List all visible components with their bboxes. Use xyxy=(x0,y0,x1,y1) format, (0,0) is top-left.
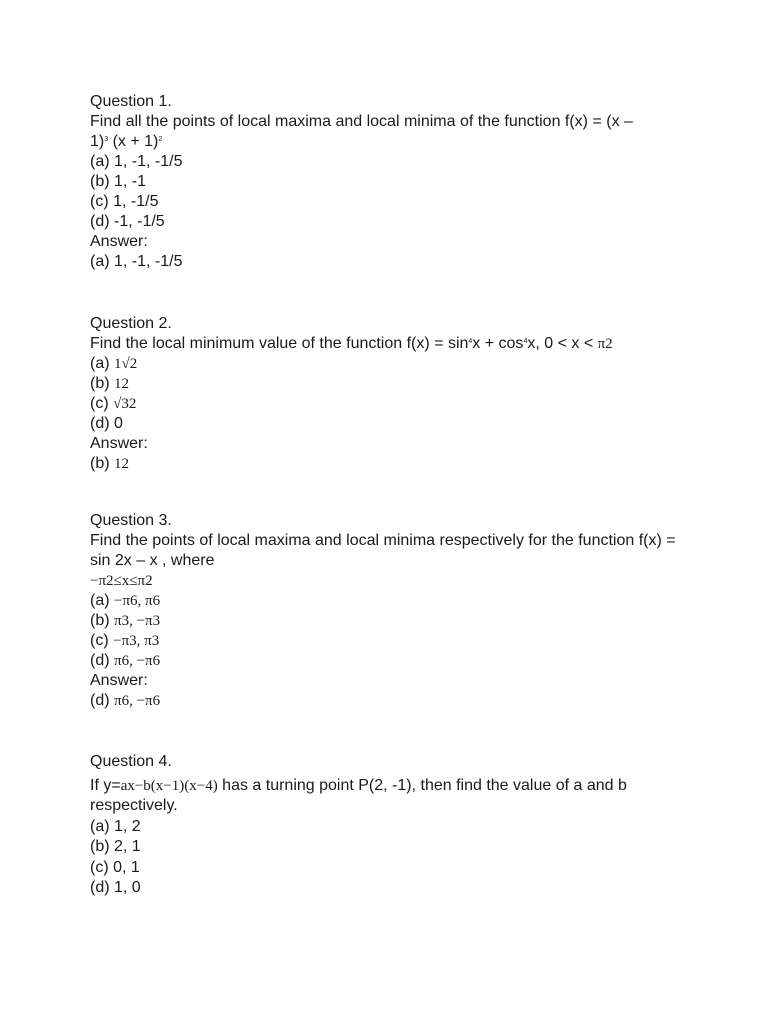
option-a xyxy=(90,354,680,374)
math-expression: 1√2 xyxy=(114,356,138,372)
question-3 xyxy=(90,511,680,711)
option-label: (c) xyxy=(90,395,114,412)
math-expression: π6, −π6 xyxy=(114,653,161,669)
option-label: (a) xyxy=(90,592,114,609)
option-b xyxy=(90,374,680,394)
text-fragment: (x + 1) xyxy=(108,133,159,150)
domain-expression: −π2≤x≤π2 xyxy=(90,573,153,589)
math-expression: −π3, π3 xyxy=(113,633,160,649)
option-b: (b) 1, -1 xyxy=(90,173,147,190)
option-c: (c) 0, 1 xyxy=(90,858,140,876)
option-d xyxy=(90,414,680,434)
math-expression: π2 xyxy=(597,336,613,352)
exponent: 3 xyxy=(104,136,109,143)
question-2 xyxy=(90,314,680,474)
option-label: (d) xyxy=(90,692,114,709)
question-4 xyxy=(90,752,680,899)
text-fragment: Find the local minimum value of the function f(x) = sin xyxy=(90,335,469,352)
option-label: (d) 0 xyxy=(90,415,123,432)
option-c xyxy=(90,631,680,651)
question-heading: Question 3. xyxy=(90,512,172,529)
option-a: (a) 1, 2 xyxy=(90,817,141,835)
option-b: (b) 2, 1 xyxy=(90,838,141,855)
question-1 xyxy=(90,92,680,272)
math-expression: π6, −π6 xyxy=(114,693,161,709)
option-label: (b) xyxy=(90,375,114,392)
math-expression: ax−b(x−1)(x−4) xyxy=(120,777,218,794)
option-d: (d) 1, 0 xyxy=(90,879,141,896)
answer-label: Answer: xyxy=(90,233,148,250)
math-expression: √32 xyxy=(113,396,137,412)
exponent: 2 xyxy=(158,136,163,143)
text-fragment: 1) xyxy=(90,133,105,150)
question-heading: Question 1. xyxy=(90,93,172,110)
option-label: (b) xyxy=(90,612,114,629)
text-fragment: If y= xyxy=(90,776,121,794)
option-b xyxy=(90,611,680,631)
question-text xyxy=(90,773,680,797)
option-label: (d) xyxy=(90,652,114,669)
text-fragment: x + cos xyxy=(472,335,524,352)
question-text-continued xyxy=(90,132,680,152)
text-fragment: has a turning point P(2, -1), then find the value of a and b xyxy=(217,776,627,794)
text-fragment: x, 0 < x < xyxy=(527,335,598,352)
math-expression: 12 xyxy=(114,376,129,392)
math-expression: −π6, π6 xyxy=(114,593,161,609)
math-expression: π3, −π3 xyxy=(114,613,161,629)
answer-label: Answer: xyxy=(90,672,148,689)
exponent: 4 xyxy=(523,338,528,345)
answer-value xyxy=(90,691,680,711)
option-label: (c) xyxy=(90,632,114,649)
exponent: 4 xyxy=(468,338,473,345)
option-label: (b) xyxy=(90,455,114,472)
answer-value xyxy=(90,454,680,474)
math-expression: 12 xyxy=(114,456,129,472)
option-c: (c) 1, -1/5 xyxy=(90,193,159,210)
option-a xyxy=(90,591,680,611)
question-heading: Question 4. xyxy=(90,753,172,770)
answer-value: (a) 1, -1, -1/5 xyxy=(90,253,183,270)
option-c xyxy=(90,394,680,414)
option-a: (a) 1, -1, -1/5 xyxy=(90,153,183,170)
question-text: Find the points of local maxima and local minima respectively for the function f(x) = sin 2x – x , where xyxy=(90,532,676,569)
option-d: (d) -1, -1/5 xyxy=(90,213,165,230)
question-text xyxy=(90,334,680,354)
option-d xyxy=(90,651,680,671)
answer-label: Answer: xyxy=(90,435,148,452)
question-heading: Question 2. xyxy=(90,315,172,332)
option-label: (a) xyxy=(90,355,114,372)
question-text-continued: respectively. xyxy=(90,797,178,814)
question-text: Find all the points of local maxima and local minima of the function f(x) = (x – xyxy=(90,113,633,130)
